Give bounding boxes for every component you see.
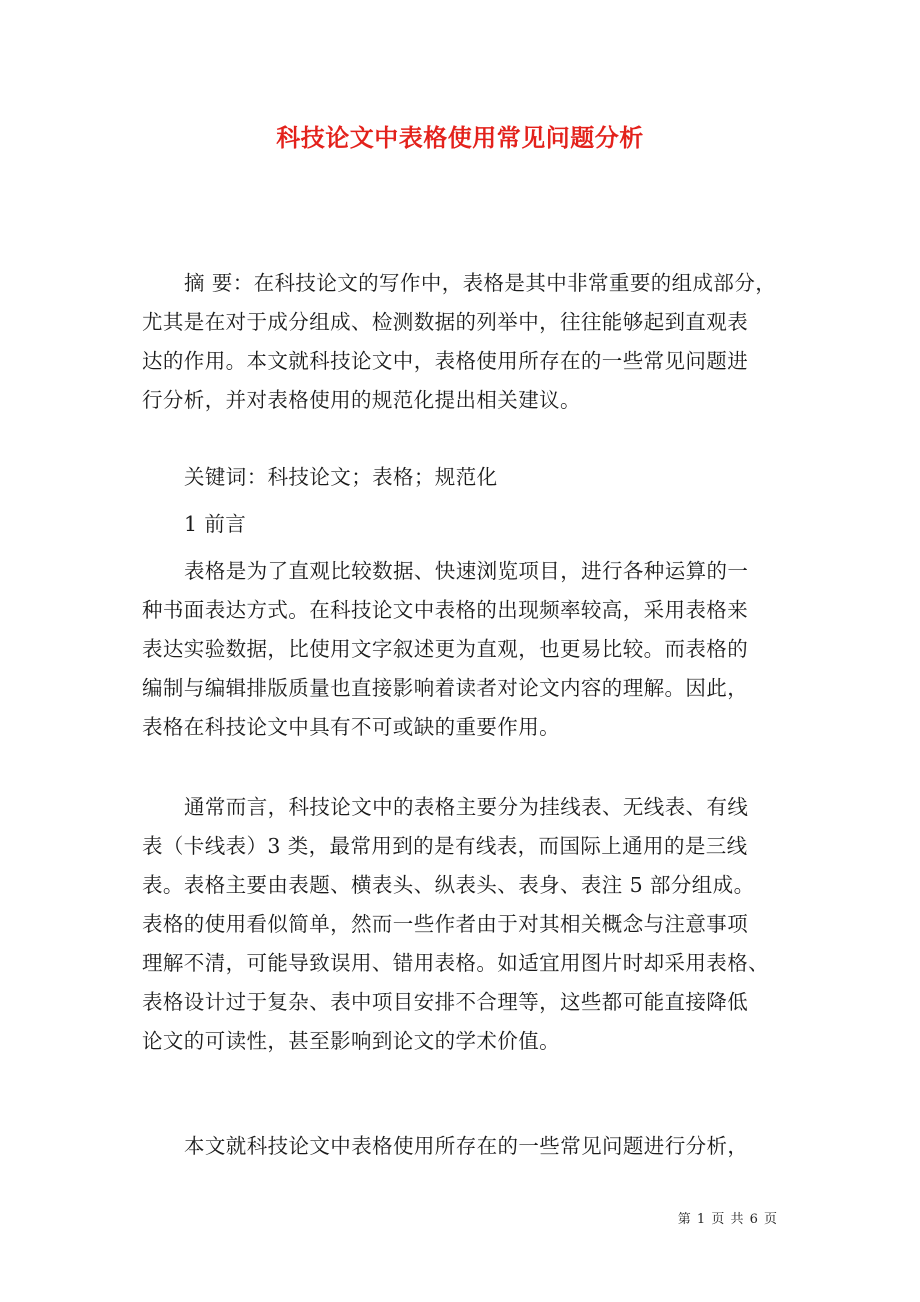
abstract-block (142, 264, 790, 420)
paragraph-2 (142, 788, 790, 1061)
body-line: 达的作用。本文就科技论文中，表格使用所存在的一些常见问题进 (142, 349, 749, 373)
body-line: 摘 要：在科技论文的写作中，表格是其中非常重要的组成部分， (184, 271, 777, 295)
body-line: 表格的使用看似简单，然而一些作者由于对其相关概念与注意事项 (142, 912, 749, 936)
body-line: 表（卡线表）3 类，最常用到的是有线表，而国际上通用的是三线 (142, 834, 748, 858)
keywords-line: 关键词：科技论文；表格；规范化 (184, 465, 498, 489)
keywords-block (142, 458, 790, 497)
body-line: 表格是为了直观比较数据、快速浏览项目，进行各种运算的一 (184, 559, 749, 583)
body-line: 本文就科技论文中表格使用所存在的一些常见问题进行分析， (184, 1134, 749, 1158)
paragraph-1 (142, 552, 790, 747)
body-line: 论文的可读性，甚至影响到论文的学术价值。 (142, 1029, 560, 1053)
section-heading: 1 前言 (184, 512, 247, 536)
paragraph-3 (142, 1127, 790, 1166)
body-line: 种书面表达方式。在科技论文中表格的出现频率较高，采用表格来 (142, 598, 749, 622)
body-line: 表达实验数据，比使用文字叙述更为直观，也更易比较。而表格的 (142, 637, 749, 661)
body-line: 通常而言，科技论文中的表格主要分为挂线表、无线表、有线 (184, 795, 749, 819)
body-line: 尤其是在对于成分组成、检测数据的列举中，往往能够起到直观表 (142, 310, 749, 334)
body-line: 表格设计过于复杂、表中项目安排不合理等，这些都可能直接降低 (142, 990, 749, 1014)
body-line: 表。表格主要由表题、横表头、纵表头、表身、表注 5 部分组成。 (142, 873, 755, 897)
body-line: 编制与编辑排版质量也直接影响着读者对论文内容的理解。因此， (142, 676, 749, 700)
section-heading-block (142, 505, 790, 544)
document-title: 科技论文中表格使用常见问题分析 (276, 123, 644, 152)
body-line: 行分析，并对表格使用的规范化提出相关建议。 (142, 388, 581, 412)
page-footer: 第 1 页 共 6 页 (677, 1212, 778, 1227)
body-line: 表格在科技论文中具有不可或缺的重要作用。 (142, 715, 560, 739)
body-line: 理解不清，可能导致误用、错用表格。如适宜用图片时却采用表格、 (142, 951, 769, 975)
